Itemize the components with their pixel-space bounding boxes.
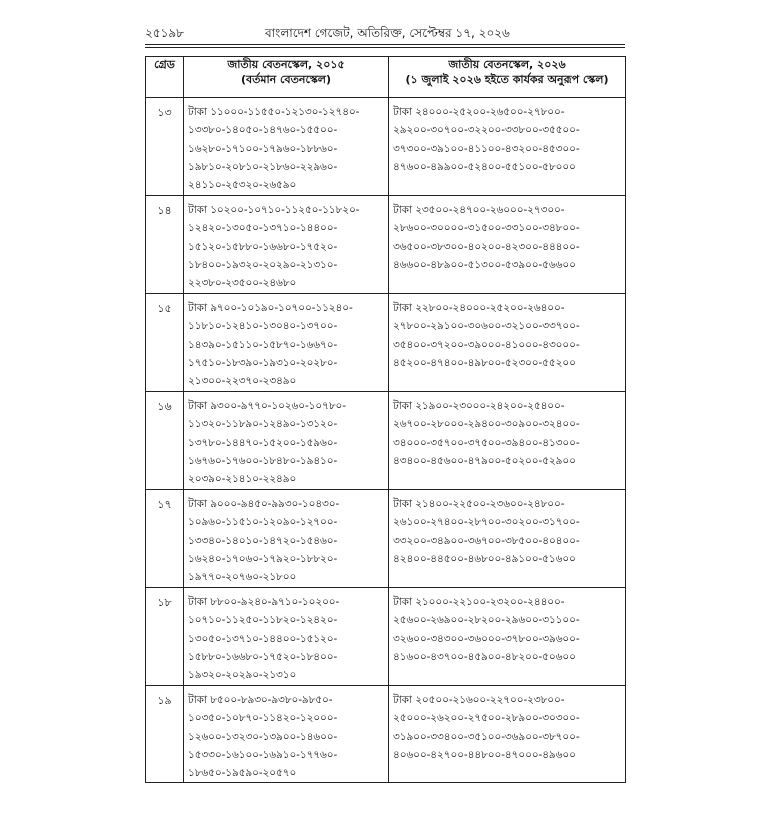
pay-scale-line: ১৯৭৭০-২০৭৬০-২১৮০০ <box>188 571 297 584</box>
pay-scale-line: টাকা ২৪০০০-২৫২০০-২৬৫০০-২৭৮০০- <box>393 106 565 118</box>
pay-scale-line: ১৯৩২০-২০২৯০-২১৩১০ <box>188 669 297 682</box>
pay-scale-line: ১১৩২০-১১৮৯০-১২৪৯০-১৩১২০- <box>188 418 338 431</box>
pay-scale-line: ৪০৬০০-৪২৭০০-৪৪৮০০-৪৭০০০-৪৯৬০০ <box>393 748 576 761</box>
scale-2026-header <box>389 57 626 98</box>
pay-scale-line: ১০৭১০-১১২৫০-১১৮২০-১২৪২০- <box>188 614 338 627</box>
scale-2015-cell <box>184 392 389 490</box>
pay-scale-line: ১৩০৫০-১৩৭১০-১৪৪০০-১৫১২০- <box>188 632 338 645</box>
pay-scale-line: ১৫৮৮০-১৬৬৮০-১৭৫২০-১৮৪০০- <box>188 650 338 663</box>
scale-2015-header <box>184 57 389 98</box>
pay-scale-line: টাকা ৮৫০০-৮৯৩০-৯৩৮০-৯৮৫০- <box>188 694 333 706</box>
pay-scale-line: ১২৪২০-১৩০৫০-১৩৭১০-১৪৪০০- <box>188 222 338 235</box>
scale-2015-cell <box>184 686 389 783</box>
pay-scale-table <box>145 56 626 783</box>
scale-2026-subtitle: (১ জুলাই ২০২৬ হইতে কার্যকর অনুরূপ স্কেল) <box>405 73 609 86</box>
pay-scale-line: টাকা ৯৩০০-৯৭৭০-১০২৬০-১০৭৮০- <box>188 400 346 412</box>
pay-scale-line: ১১৮১০-১২৪১০-১৩০৪০-১৩৭০০- <box>188 320 338 333</box>
pay-scale-line: ২১৩০০-২২৩৭০-২৩৪৯০ <box>188 375 297 388</box>
scale-2015-cell <box>184 588 389 686</box>
pay-scale-line: টাকা ৯০০০-৯৪৫০-৯৯৩০-১০৪৩০- <box>188 498 340 510</box>
scale-2026-cell <box>389 294 626 392</box>
pay-scale-line: ১৩৭৮০-১৪৪৭০-১৫২০০-১৫৯৬০- <box>188 436 338 449</box>
scale-2026-cell <box>389 196 626 294</box>
pay-scale-line: ২০৩৯০-২১৪১০-২২৪৯০ <box>188 473 297 486</box>
scale-2015-cell <box>184 490 389 588</box>
pay-scale-line: ৩৪০০০-৩৫৭০০-৩৭৫০০-৩৯৪০০-৪১৩০০- <box>393 436 580 449</box>
pay-scale-line: ২৬১০০-২৭৪০০-২৮৭০০-৩০২০০-৩১৭০০- <box>393 516 580 529</box>
pay-scale-line: ১৩৩৪০-১৪০১০-১৪৭২০-১৫৪৬০- <box>188 534 338 547</box>
table-row <box>146 196 626 294</box>
page-number: ২৫১৯৮ <box>145 26 184 40</box>
table-row <box>146 98 626 196</box>
table-row <box>146 686 626 783</box>
pay-scale-line: ৩১৯০০-৩৩৪০০-৩৫১০০-৩৬৯০০-৩৮৭০০- <box>393 730 580 743</box>
table-row <box>146 490 626 588</box>
scale-2015-title: জাতীয় বেতনস্কেল, ২০১৫ <box>227 58 345 71</box>
pay-scale-line: ২৫৬০০-২৬৯০০-২৮২০০-২৯৬০০-৩১১০০- <box>393 614 580 627</box>
grade-cell: ১৫ <box>146 294 184 392</box>
pay-scale-line: ১০৩৫০-১০৮৭০-১১৪২০-১২০০০- <box>188 712 338 725</box>
scale-2026-cell <box>389 588 626 686</box>
pay-scale-line: টাকা ১১০০০-১১৫৫০-১২১৩০-১২৭৪০- <box>188 106 360 118</box>
grade-header-label: গ্রেড <box>154 58 175 71</box>
grade-cell: ১৪ <box>146 196 184 294</box>
pay-scale-line: ৪৬৬০০-৪৮৯০০-৫১৩০০-৫৩৯০০-৫৬৬০০ <box>393 258 576 271</box>
header-rule-bottom <box>145 47 625 48</box>
pay-scale-line: টাকা ৮৮০০-৯২৪০-৯৭১০-১০২০০- <box>188 596 340 608</box>
pay-scale-line: ২৮৬০০-৩০০০০-৩১৫০০-৩৩১০০-৩৪৮০০- <box>393 222 580 235</box>
pay-scale-line: টাকা ২১০০০-২২১০০-২৩২০০-২৪৪০০- <box>393 596 565 608</box>
pay-scale-line: ২৫০০০-২৬২০০-২৭৫০০-২৮৯০০-৩০৩০০- <box>393 712 580 725</box>
pay-scale-line: টাকা ১০২০০-১০৭১০-১১২৫০-১১৮২০- <box>188 204 360 216</box>
scale-2026-cell <box>389 392 626 490</box>
pay-scale-line: ১৯৮১০-২০৮১০-২১৮৬০-২২৯৬০- <box>188 160 338 173</box>
scale-2026-cell <box>389 686 626 783</box>
pay-scale-line: ১৪৩৯০-১৫১১০-১৫৮৭০-১৬৬৭০- <box>188 338 338 351</box>
grade-header <box>146 57 184 98</box>
pay-scale-line: ৪২৪০০-৪৪৫০০-৪৬৮০০-৪৯১০০-৫১৬০০ <box>393 552 576 565</box>
table-header-row <box>146 57 626 98</box>
pay-scale-line: টাকা ২০৫০০-২১৬০০-২২৭০০-২৩৮০০- <box>393 694 565 706</box>
pay-scale-line: ২৭৮০০-২৯১০০-৩০৬০০-৩২১০০-৩৩৭০০- <box>393 320 580 333</box>
table-row <box>146 588 626 686</box>
pay-scale-line: ৩৩২০০-৩৪৯০০-৩৬৭০০-৩৮৫০০-৪০৪০০- <box>393 534 580 547</box>
pay-scale-line: ৪৭৬০০-৪৯৯০০-৫২৪০০-৫৫১০০-৫৮০০০ <box>393 160 576 173</box>
grade-cell: ১৭ <box>146 490 184 588</box>
scale-2015-cell <box>184 98 389 196</box>
table-row <box>146 294 626 392</box>
pay-scale-line: ২৪১১০-২৫৩২০-২৬৫৯০ <box>188 179 297 192</box>
scale-2026-cell <box>389 98 626 196</box>
pay-scale-line: ৩৬৫০০-৩৮৩০০-৪০২০০-৪২৩০০-৪৪৪০০- <box>393 240 580 253</box>
grade-cell: ১৩ <box>146 98 184 196</box>
pay-scale-line: ১০৯৬০-১১৫১০-১২০৯০-১২৭০০- <box>188 516 338 529</box>
pay-scale-line: ৪৩৪০০-৪৫৬০০-৪৭৯০০-৫০২০০-৫২৯০০ <box>393 454 576 467</box>
scale-2015-cell <box>184 294 389 392</box>
page-header <box>145 24 625 42</box>
scale-2015-subtitle: (বর্তমান বেতনস্কেল) <box>240 73 332 86</box>
pay-scale-line: ৪৫২০০-৪৭৪০০-৪৯৮০০-৫২৩০০-৫৫২০০ <box>393 356 576 369</box>
pay-scale-line: টাকা ২১৪০০-২২৫০০-২৩৬০০-২৪৮০০- <box>393 498 565 510</box>
scale-2015-cell <box>184 196 389 294</box>
scale-2026-title: জাতীয় বেতনস্কেল, ২০২৬ <box>448 58 566 71</box>
pay-scale-line: ৩৭৩০০-৩৯১০০-৪১১০০-৪৩২০০-৪৫৩০০- <box>393 142 580 155</box>
pay-scale-line: ৩৫৪০০-৩৭২০০-৩৯০০০-৪১০০০-৪৩০০০- <box>393 338 580 351</box>
pay-scale-line: ১৬২৪০-১৭০৬০-১৭৯২০-১৮৮২০- <box>188 552 338 565</box>
table-row <box>146 392 626 490</box>
grade-cell: ১৮ <box>146 588 184 686</box>
pay-scale-line: ২২৩৮০-২৩৫০০-২৪৬৮০ <box>188 277 297 290</box>
pay-scale-line: ৪১৬০০-৪৩৭০০-৪৫৯০০-৪৮২০০-৫০৬০০ <box>393 650 576 663</box>
pay-scale-line: ১৫৩৩০-১৬১০০-১৬৯১০-১৭৭৬০- <box>188 748 338 761</box>
pay-scale-line: ১৭৫১০-১৮৩৯০-১৯৩১০-২০২৮০- <box>188 356 338 369</box>
grade-cell: ১৯ <box>146 686 184 783</box>
pay-scale-line: ২৯২০০-৩০৭০০-৩২২০০-৩৩৮০০-৩৫৫০০- <box>393 124 580 137</box>
pay-scale-line: ১৮৪০০-১৯৩২০-২০২৯০-২১৩১০- <box>188 258 338 271</box>
pay-scale-line: টাকা ২২৮০০-২৪০০০-২৫২০০-২৬৪০০- <box>393 302 565 314</box>
pay-scale-line: ১৬৭৬০-১৭৬০০-১৮৪৮০-১৯৪১০- <box>188 454 338 467</box>
pay-scale-line: টাকা ৯৭০০-১০১৯০-১০৭০০-১১২৪০- <box>188 302 353 314</box>
pay-scale-line: ২৬৭০০-২৮০০০-২৯৪০০-৩০৯০০-৩২৪০০- <box>393 418 580 431</box>
gazette-title: বাংলাদেশ গেজেট, অতিরিক্ত, সেপ্টেম্বর ১৭, ২০২৬ <box>265 26 510 40</box>
pay-scale-line: টাকা ২৩৫০০-২৪৭০০-২৬০০০-২৭৩০০- <box>393 204 565 216</box>
grade-cell: ১৬ <box>146 392 184 490</box>
pay-scale-line: ১৬২৮০-১৭১০০-১৭৯৬০-১৮৮৬০- <box>188 142 338 155</box>
scale-2026-cell <box>389 490 626 588</box>
pay-scale-line: ১৫১২০-১৫৮৮০-১৬৬৮০-১৭৫২০- <box>188 240 338 253</box>
pay-scale-line: ১৩৩৮০-১৪০৫০-১৪৭৬০-১৫৫০০- <box>188 124 338 137</box>
pay-scale-line: ১৮৬৫০-১৯৫৯০-২০৫৭০ <box>188 767 297 780</box>
header-rule-top <box>145 44 625 45</box>
pay-scale-line: টাকা ২১৯০০-২৩০০০-২৪২০০-২৫৪০০- <box>393 400 565 412</box>
pay-scale-line: ৩২৬০০-৩৪৩০০-৩৬০০০-৩৭৮০০-৩৯৬০০- <box>393 632 580 645</box>
pay-scale-line: ১২৬০০-১৩২৩০-১৩৯০০-১৪৬০০- <box>188 730 338 743</box>
